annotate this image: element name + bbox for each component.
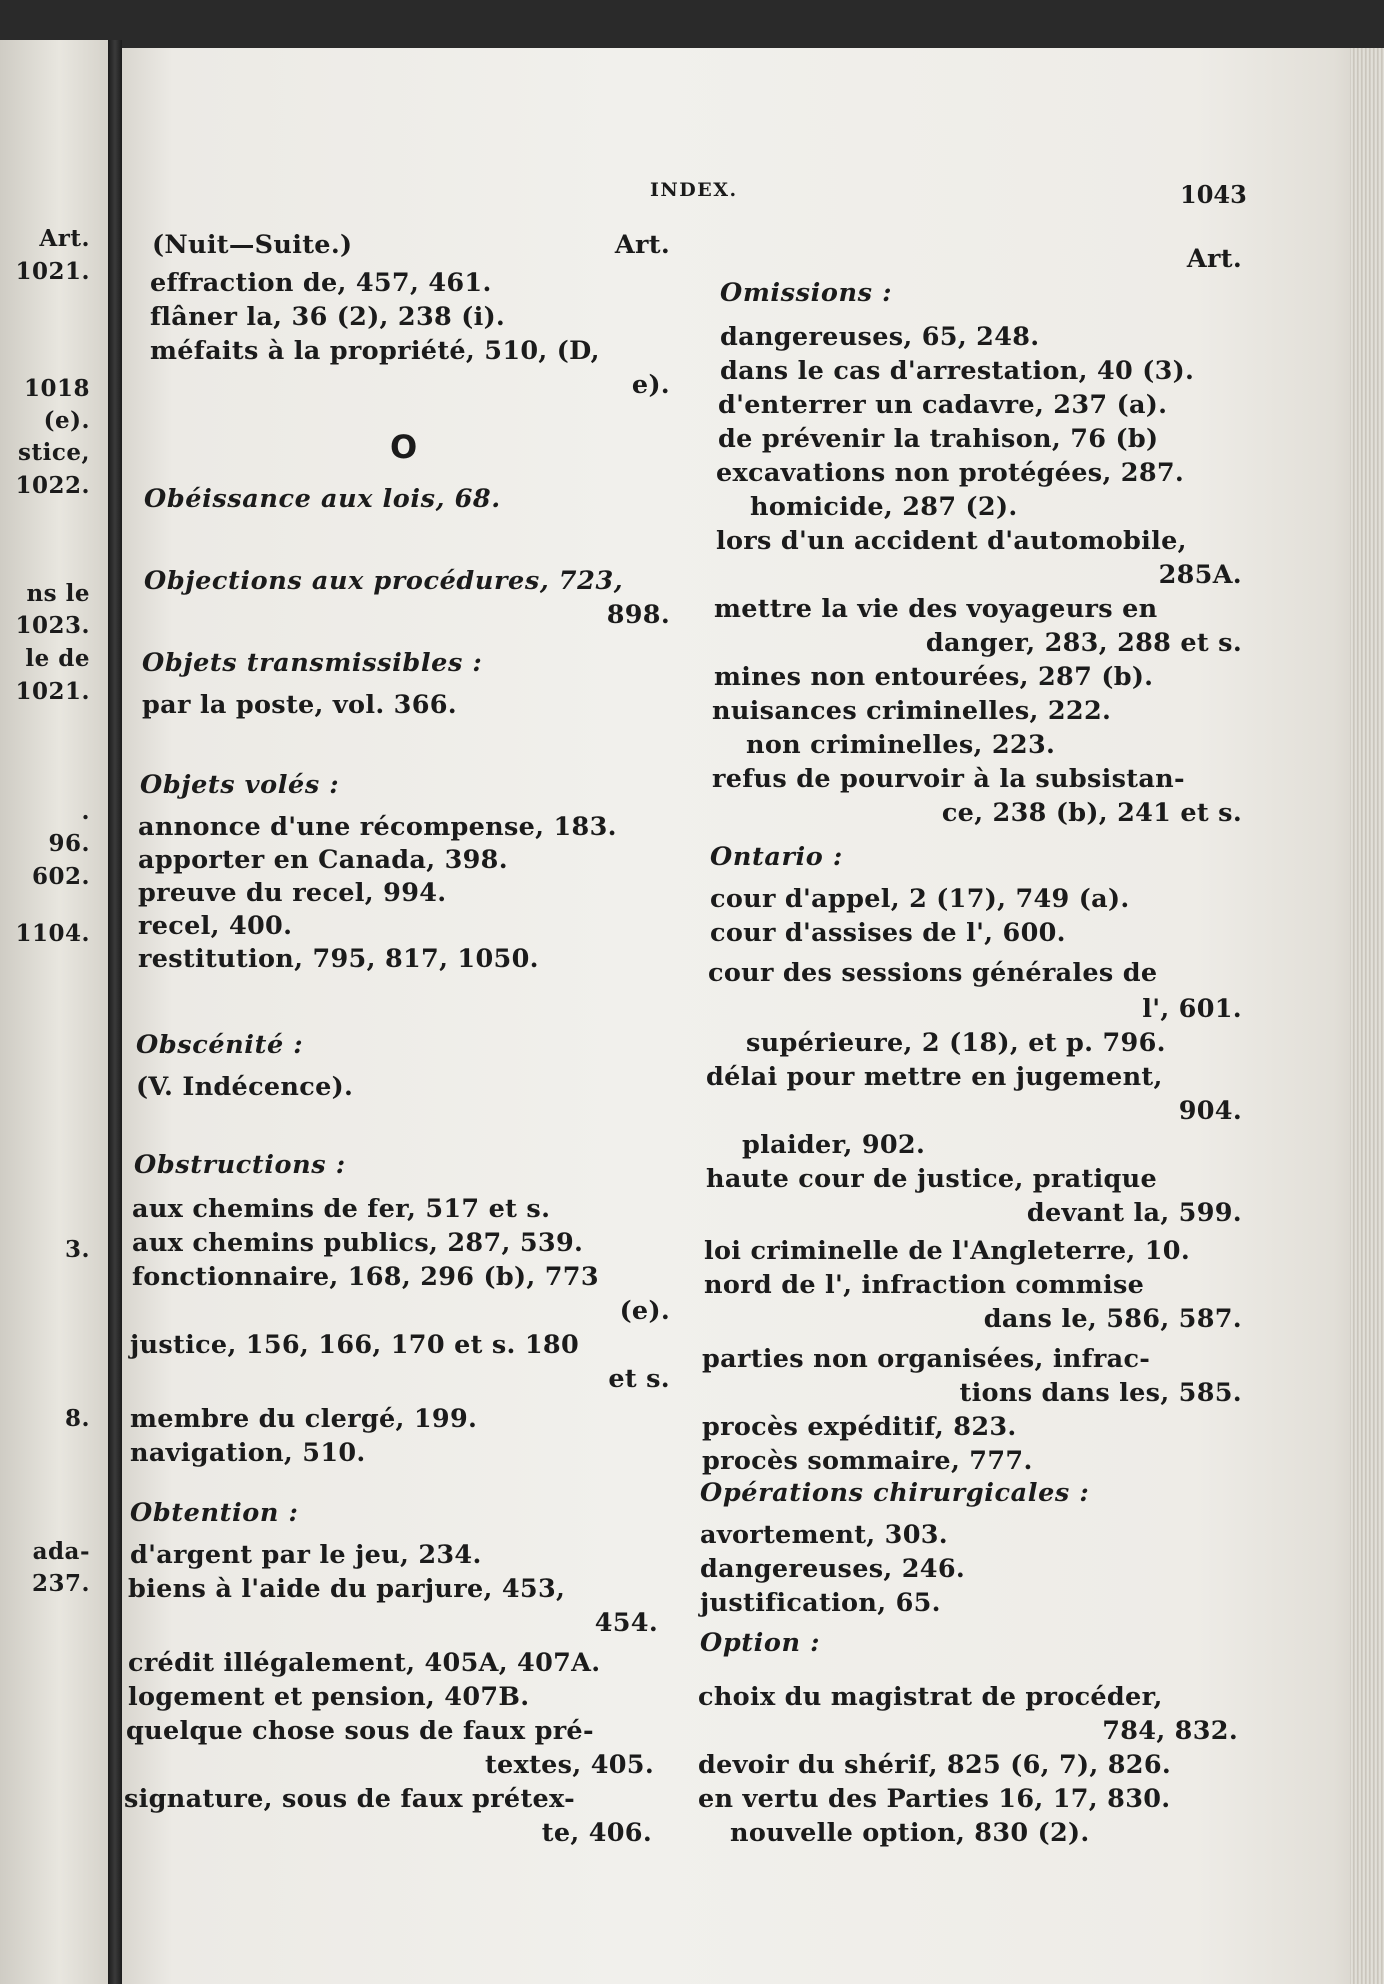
index-subentry: devoir du shérif, 825 (6, 7), 826. (698, 1750, 1172, 1780)
index-subentry-cont: l', 601. (1142, 994, 1242, 1024)
index-subentry: signature, sous de faux prétex- (124, 1784, 575, 1814)
index-subentry: (V. Indécence). (136, 1072, 354, 1102)
index-subentry: fonctionnaire, 168, 296 (b), 773 (132, 1262, 599, 1292)
index-subentry: dangereuses, 65, 248. (720, 322, 1040, 352)
index-entry: Objections aux procédures, 723, (144, 566, 624, 596)
prev-page-fragment: stice, (18, 439, 90, 466)
index-subentry-nested: supérieure, 2 (18), et p. 796. (746, 1028, 1166, 1058)
art-label: Art. (614, 230, 670, 260)
index-subentry-cont: 285A. (1158, 560, 1242, 590)
prev-page-fragment: 1021. (15, 258, 90, 285)
index-subentry: excavations non protégées, 287. (716, 458, 1185, 488)
prev-page-fragment: 1018 (23, 375, 90, 402)
book-gutter (108, 40, 122, 1984)
index-subentry: justice, 156, 166, 170 et s. 180 (130, 1330, 579, 1360)
index-heading: Objets volés : (140, 770, 340, 800)
index-subentry: d'enterrer un cadavre, 237 (a). (718, 390, 1168, 420)
index-subentry-nested: nouvelle option, 830 (2). (730, 1818, 1090, 1848)
prev-page-fragment: 96. (48, 830, 90, 857)
index-heading: Ontario : (710, 842, 843, 872)
prev-page-fragment: le de (25, 645, 90, 672)
prev-page-fragment: 237. (31, 1570, 90, 1597)
index-subentry: par la poste, vol. 366. (142, 690, 457, 720)
prev-page-fragment: 1104. (15, 920, 90, 947)
index-subentry: navigation, 510. (130, 1438, 366, 1468)
index-subentry-cont: ce, 238 (b), 241 et s. (941, 798, 1242, 828)
index-subentry-cont: devant la, 599. (1026, 1198, 1242, 1228)
index-subentry: logement et pension, 407B. (128, 1682, 530, 1712)
index-subentry: lors d'un accident d'automobile, (716, 526, 1187, 556)
continuation-heading: (Nuit—Suite.) (152, 230, 353, 260)
index-subentry-cont: 454. (594, 1608, 658, 1638)
index-subentry: mines non entourées, 287 (b). (714, 662, 1154, 692)
index-subentry: procès sommaire, 777. (702, 1446, 1033, 1476)
art-label: Art. (1186, 244, 1242, 274)
prev-page-fragment: ada- (32, 1538, 90, 1565)
index-subentry: cour d'assises de l', 600. (710, 918, 1066, 948)
index-subentry: recel, 400. (138, 911, 293, 941)
index-subentry: haute cour de justice, pratique (706, 1164, 1158, 1194)
index-subentry: nord de l', infraction commise (704, 1270, 1145, 1300)
index-subentry: flâner la, 36 (2), 238 (i). (150, 302, 506, 332)
index-subentry: parties non organisées, infrac- (702, 1344, 1151, 1374)
index-subentry: délai pour mettre en jugement, (706, 1062, 1163, 1092)
index-subentry: aux chemins de fer, 517 et s. (132, 1194, 551, 1224)
index-subentry: quelque chose sous de faux pré- (126, 1716, 594, 1746)
index-subentry: biens à l'aide du parjure, 453, (128, 1574, 566, 1604)
prev-page-fragment: 1022. (15, 472, 90, 499)
index-subentry: dangereuses, 246. (700, 1554, 966, 1584)
index-subentry-cont: dans le, 586, 587. (983, 1304, 1242, 1334)
index-heading: Omissions : (720, 278, 893, 308)
prev-page-fragment: 1023. (15, 612, 90, 639)
index-entry: Obéissance aux lois, 68. (144, 484, 501, 514)
page-number: 1043 (1180, 180, 1247, 209)
running-title: INDEX. (650, 179, 738, 201)
index-subentry: méfaits à la propriété, 510, (D, (150, 336, 600, 366)
index-heading: Obtention : (130, 1498, 299, 1528)
index-subentry: de prévenir la trahison, 76 (b) (718, 424, 1159, 454)
index-entry-cont: 898. (606, 600, 670, 630)
prev-page-fragment: . (81, 798, 90, 825)
index-subentry: aux chemins publics, 287, 539. (132, 1228, 584, 1258)
index-heading: Objets transmissibles : (142, 648, 483, 678)
index-subentry-cont: e). (631, 370, 670, 400)
index-subentry-cont: 784, 832. (1102, 1716, 1238, 1746)
index-subentry: avortement, 303. (700, 1520, 948, 1550)
page-stack-edge (1350, 48, 1384, 1984)
prev-page-fragment: (e). (43, 407, 90, 434)
index-subentry-nested: non criminelles, 223. (746, 730, 1056, 760)
index-subentry-cont: (e). (619, 1296, 670, 1326)
index-subentry-cont: te, 406. (541, 1818, 652, 1848)
index-subentry: procès expéditif, 823. (702, 1412, 1017, 1442)
prev-page-fragment: 8. (64, 1405, 90, 1432)
index-subentry-nested: homicide, 287 (2). (750, 492, 1018, 522)
index-subentry: apporter en Canada, 398. (138, 845, 508, 875)
index-subentry: crédit illégalement, 405A, 407A. (128, 1648, 601, 1678)
section-letter: O (390, 428, 418, 466)
prev-page-fragment: Art. (39, 225, 90, 252)
index-subentry: loi criminelle de l'Angleterre, 10. (704, 1236, 1191, 1266)
index-heading: Option : (700, 1628, 821, 1658)
index-subentry: refus de pourvoir à la subsistan- (712, 764, 1185, 794)
prev-page-fragment: 3. (64, 1236, 90, 1263)
index-subentry: membre du clergé, 199. (130, 1404, 478, 1434)
prev-page-fragment: ns le (26, 580, 90, 607)
index-subentry: choix du magistrat de procéder, (698, 1682, 1163, 1712)
index-subentry-nested: plaider, 902. (742, 1130, 926, 1160)
index-subentry: dans le cas d'arrestation, 40 (3). (720, 356, 1195, 386)
index-subentry: justification, 65. (700, 1588, 941, 1618)
prev-page-fragment: 602. (31, 863, 90, 890)
prev-page-fragment: 1021. (15, 678, 90, 705)
index-subentry-cont: 904. (1178, 1096, 1242, 1126)
index-subentry: d'argent par le jeu, 234. (130, 1540, 482, 1570)
index-subentry: effraction de, 457, 461. (150, 268, 492, 298)
index-heading: Obscénité : (136, 1030, 304, 1060)
previous-page-edge (0, 40, 108, 1984)
index-subentry-cont: et s. (608, 1364, 670, 1394)
index-subentry-cont: textes, 405. (484, 1750, 654, 1780)
index-subentry: en vertu des Parties 16, 17, 830. (698, 1784, 1171, 1814)
index-subentry: preuve du recel, 994. (138, 878, 447, 908)
index-subentry: cour des sessions générales de (708, 958, 1158, 988)
index-subentry: annonce d'une récompense, 183. (138, 812, 617, 842)
index-subentry: restitution, 795, 817, 1050. (138, 944, 539, 974)
index-column-left (124, 0, 670, 1984)
index-subentry-cont: danger, 283, 288 et s. (925, 628, 1242, 658)
index-heading: Obstructions : (134, 1150, 346, 1180)
index-column-right (696, 0, 1242, 1984)
index-heading: Opérations chirurgicales : (700, 1478, 1090, 1508)
index-subentry: nuisances criminelles, 222. (712, 696, 1112, 726)
index-subentry: mettre la vie des voyageurs en (714, 594, 1158, 624)
index-subentry-cont: tions dans les, 585. (959, 1378, 1242, 1408)
index-subentry: cour d'appel, 2 (17), 749 (a). (710, 884, 1130, 914)
